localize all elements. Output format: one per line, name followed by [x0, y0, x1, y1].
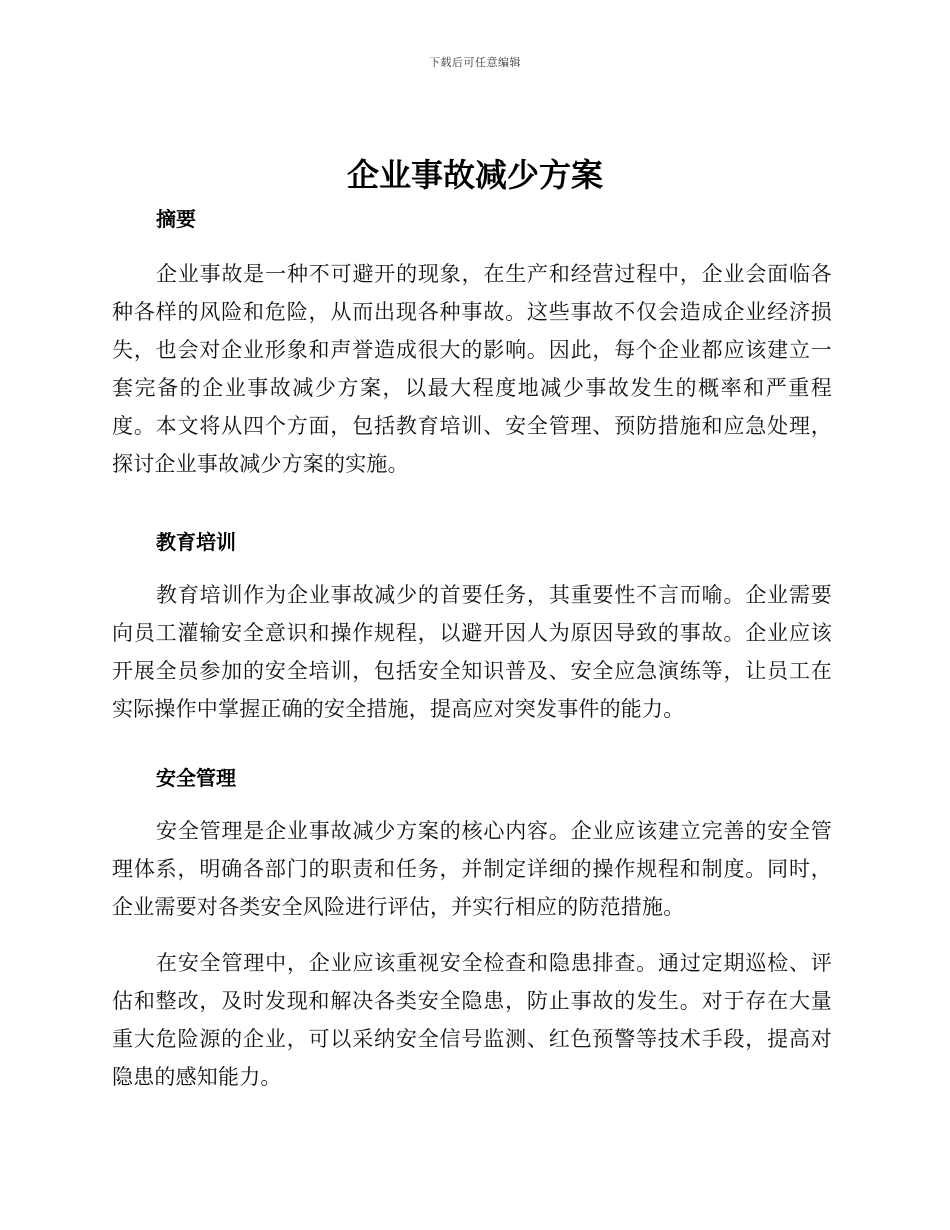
paragraph-safety-management-1: 安全管理是企业事故减少方案的核心内容。企业应该建立完善的安全管理体系，明确各部门的职责和任务，并制定详细的操作规程和制度。同时，企业需要对各类安全风险进行评估，并实行相应的防范措施。: [112, 819, 832, 919]
paragraph-abstract: 企业事故是一种不可避开的现象，在生产和经营过程中，企业会面临各种各样的风险和危险，从而出现各种事故。这些事故不仅会造成企业经济损失，也会对企业形象和声誉造成很大的影响。因此，每个企业都应该建立一套完备的企业事故减少方案，以最大程度地减少事故发生的概率和严重程度。本文将从四个方面，包括教育培训、安全管理、预防措施和应急处理，探讨企业事故减少方案的实施。: [112, 262, 832, 476]
paragraph-safety-management-2: 在安全管理中，企业应该重视安全检查和隐患排查。通过定期巡检、评估和整改，及时发现和解决各类安全隐患，防止事故的发生。对于存在大量重大危险源的企业，可以采纳安全信号监测、红色预警等技术手段，提高对隐患的感知能力。: [112, 951, 832, 1089]
section-safety-management: [112, 764, 832, 1096]
section-heading-abstract: 摘要: [156, 207, 196, 231]
section-heading-training: 教育培训: [156, 530, 236, 554]
header-note: 下载后可任意编辑: [429, 56, 521, 69]
section-abstract: [112, 205, 832, 483]
document-title: 企业事故减少方案: [346, 156, 603, 194]
section-heading-safety-management: 安全管理: [156, 766, 236, 790]
section-training: [112, 528, 832, 728]
paragraph-training: 教育培训作为企业事故减少的首要任务，其重要性不言而喻。企业需要向员工灌输安全意识和操作规程，以避开因人为原因导致的事故。企业应该开展全员参加的安全培训，包括安全知识普及、安全应急演练等，让员工在实际操作中掌握正确的安全措施，提高应对突发事件的能力。: [112, 583, 832, 721]
